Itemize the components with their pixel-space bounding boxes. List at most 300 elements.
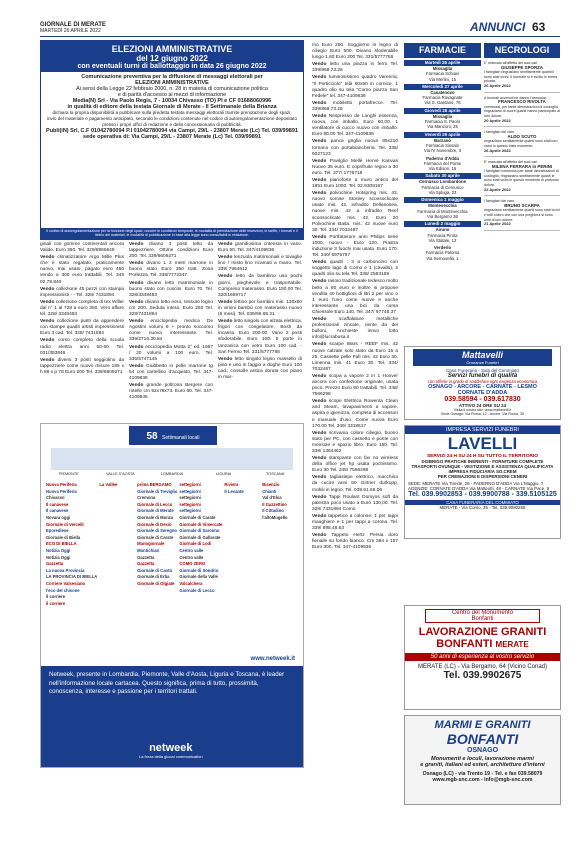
newspaper-logo [224,535,260,542]
lavelli-casa2: MERATE - Via Como, 35 - Tel. 039.9080269 [439,505,526,510]
classified-ad [312,514,398,532]
newspaper-logo [99,489,135,496]
classified-ad-text: lenzuola matrimoniali e tovaglie lino / misto lino ricamati a mano. Tel. 339/ 7964612 [218,255,302,273]
obituary-txt: ringraziano sentitamente quanti sono stati vicini e tutti coloro che con una preghiera si sono uniti al loro dolore. [484,208,560,222]
classified-ad-text: diversi 3 posti seggiolino da tappezziere come nuovo misure 185 x h 89 x p 78 Euro 200 Tel. 339/8609271 [40,357,124,375]
classified-ad-text: scopa a vapore 2 in 1 Hoover ancora con confezione originale, usata poco. Prezzo Euro 90 trattabili. Tel. 348/ 7566298 [312,373,398,398]
newspaper-logo [99,581,135,588]
newspaper-logo: Nuova Periferia [46,488,77,494]
newspaper-logo: Riviera [224,482,239,487]
newspaper-logo: settegiorni [179,508,201,514]
classified-ad-text: divano letto nero, tessuto legno cm 200. Seduta intera. Euro 250 Tel. 328/7431894 [129,299,213,318]
obituary-entry [484,130,560,157]
classified-ad-text: divano 3 posti tetto da tappezziere. Ottime condizioni Euro 200. Tel. 339/8609271 [129,242,214,260]
classified-ad-text: scarpe Wars - REEF mis. 42 nuove calzate solo stato da Euro 15 a 25. Cassette pelle Fafi mis. 42 Euro 30. Limenna mis. 41 Euro 30. Tel. 334/ 7032487 [312,342,398,372]
obituary-txt: ringraziano sentitamente quanti sono stati loro vicini in questo triste momento. [484,139,558,148]
elections-law: Ai sensi della Legge 22 febbraio 2000, n. 28 in materia di comunicazione politica [76,86,268,92]
mattavelli-phone: 039.58594 - 039.617830 [444,396,521,403]
newspaper-logo [99,548,135,555]
classified-ad-text: pianoforte a muro antico del 1851 Euro 1000. Tel. 02.9308167 [312,177,398,190]
newspapers-column [223,482,261,607]
classified-ad [312,75,398,99]
newspaper-logo: Novara oggi [46,514,71,520]
mattavelli-towns2: CORNATE D'ADDA [457,390,508,396]
mattavelli-sub2: Casa Funeraria - Sala del Commiato [445,368,520,373]
elections-company2: in qualità di editore della testata Giornale di Merate - Il Settimanale della Brianza [67,104,277,110]
classified-ad-text: stampante con fax no wireless della office jet hp usata pochissimo. Euro 30 Tel. 348/ 7566298 [312,456,398,474]
newspaper-logo [262,568,298,575]
classified-ad-text: enciclopedia medica De Agostini volumi 8 + pronto soccorso come nuova interessante. Tel. 339/2716.30.84 [129,319,213,343]
classified-ad-keyword: Vendo [312,75,327,81]
newspaper-logo: ECO DI BIELLA [46,541,77,547]
classified-ad [312,317,398,341]
netweek-ad-top [41,424,303,446]
newspaper-logo: Cremona [137,495,156,501]
newspaper-logo [224,594,260,601]
classified-ad-keyword: Vendo [129,299,144,305]
newspaper-logo: Valcalchera [179,580,203,586]
classified-ad [40,300,124,318]
section-header [470,20,560,34]
newspaper-logo: Giornale di Lodi [179,541,212,547]
newspaper-logo [99,561,135,568]
pharmacy-name: Farmacia Rovagnate [422,95,463,101]
classified-ad-text: letto singolo con alzata elettrica, frigori con congelatore, Bosh da incasso. Euro 200-00. Vano 2 posti sfoderabile. Euro 100. 5 porte in tanzanica con vetro Euro 100 cad. - San Fermo Tel. 331/5777788 [218,319,303,355]
pharmacy-entry [404,221,481,243]
lavelli-phone: Tel. 039.9902853 - 039.9900788 - 339.5105125 [408,491,557,498]
pharmacy-name: Farmacia del Ponte [423,160,462,166]
classifieds-column-4 [312,43,398,553]
mattavelli-addr: Sede Osnago: Via Roma, 12 - Arcore: Via Roma, 35 [441,412,524,416]
newspaper-logo [224,515,260,522]
newspaper-logo [99,495,135,502]
newspaper-logo [99,541,135,548]
obituary-name: ALDO SCUTO [507,133,537,139]
classified-ad [312,159,398,177]
classified-ad-text: collezione completa di tex Willer dal n° 1 al 728 a euro 350. Vero affare tel. 328/ 3348493 [40,299,125,318]
pharmacy-place: Verderio [433,245,452,251]
marmi-addr: Osnago (LC) - via Trento 19 - Tel. e fax 039.58079 [422,771,543,777]
newspaper-logo [99,568,135,575]
classified-ad-text: tagliasiepe elettrico, macchina da cucire anni 50 Girtner durkopp, mobili in legno. Tel. 039.61.66.06 [312,475,398,493]
netweek-url[interactable]: www.netweek.it [250,656,295,662]
obituary-entry [484,160,560,196]
bonfanti-headline: LAVORAZIONE GRANITI [418,626,547,638]
newspaper-logo: Giornale di Treviglio [137,488,178,494]
lavelli-l3: TRASPORTI OVUNQUE - VESTIZIONE E ASSISTENZA QUALIFICATA [411,464,554,469]
newspaper-logo: Montichiari [137,547,160,553]
obituary-entry [484,96,560,128]
newspaper-logo: Nuova Periferia [46,482,77,487]
pharmacy-name: Farmacia Sissalo [426,142,459,148]
newspaper-logo: Giornale di Biella [46,534,81,540]
pharmacy-addr: Via Merlini, 15 [428,76,457,82]
netweek-logo-sub: La forza della glocal communication [139,754,203,759]
pharmacy-date: Giovedì 28 aprile [404,108,481,114]
newspaper-logo: Giornale di Seregno [137,528,177,534]
lavelli-ad [404,425,561,539]
classified-ad [129,300,213,318]
classified-ad-keyword: Vendo [129,344,144,350]
classified-ad-text: collezione 45 pezzi con stampa impressionisti - - Tel. 328/ 7431894 [40,286,124,298]
pharmacy-place: Missaglia [432,113,453,119]
classified-ad-text: Portfatasore anni Philips serie 1000, nuovo - Euro 120. Piastra induzione 3 fuochi mai usata. Euro 170. Tel. 340/ 6975767 [312,234,398,259]
classifieds-column-3 [218,242,302,382]
elections-law2: e di parità d'accesso ai mezzi di informazione [117,92,227,98]
classified-ad [129,383,213,401]
pharmacy-entry [404,60,481,82]
newspaper-logo [224,555,260,562]
newspapers-column [98,482,136,607]
classified-ad-text: ginali con gomme continentali ancora Valide. Euro 350. Tel. 329/8866648 [40,242,124,254]
obituary-pre: I famigliari del caro [484,199,515,204]
classified-ad-keyword: Vendo [312,494,327,500]
newspaper-logo: settegiorni [179,495,201,501]
pharmacy-date: Mercoledì 27 aprile [404,84,481,90]
classified-ad [312,279,398,316]
elections-body [41,72,303,142]
newspaper-logo: Gazzetta [137,561,155,567]
weeklies-count: 58 [146,431,158,442]
classified-ad-text: luminosissimo quadro Varenna, "Il Porticciolo" telà 60x90 in cornice. 1 quadro olio su tela "Como piazza San Fedele" tel. 347-4109836 [312,75,398,99]
classified-ad [312,139,398,157]
marmi-brand: BONFANTI [446,731,519,747]
newspaper-logo: Notizia Oggi [46,547,71,553]
newspaper-logo: Val d'Elsa [262,495,282,501]
lavelli-casa: CASA FUNERARIA DEL COMMIATO [405,500,560,505]
newspaper-logo [99,594,135,601]
newspaper-logo: Il Cittadino [262,508,284,514]
paper-name: GIORNALE DI MERATE [40,22,106,28]
region-label: LOMBARDIA [160,472,184,476]
newspaper-logo: Giornale di Monza [137,514,174,520]
marmi-desc2: e graniti, italiani ed esteri, architetture d'interni [420,762,545,768]
pharmacy-name: Farmacia di Cernusco [421,184,464,190]
classified-ad-keyword: Vendo [40,255,55,261]
elections-pub: Publi(iN) Srl, C.F 01042780094 P.I 01042780094 via Campi, 29/L - 23807 Merate (Lc) Tel. 039/99891 [46,128,298,134]
pharmacy-place: Airuno [435,227,450,233]
newspapers-column [261,482,299,607]
newspaper-logo: Il Gazzettino [262,501,287,507]
classified-ad [129,345,213,363]
newspaper-logo: Corriere Valsesiano [46,580,86,586]
classified-ad-text: Pavilglio Mellè Hervé Kanvas Nuove 35 euro. E coprifruite regno a 30 euro. Tel. 377/ 1776718 [312,158,398,176]
newspaper-logo: LA PROVINCIA DI BIELLA [46,574,98,580]
regions-row [43,472,301,480]
newspaper-logo [262,594,298,601]
newspaper-logo: settegiorni [179,482,201,487]
classified-ad-keyword: Vendo [40,338,55,344]
classified-ad-text: letto da bambino usa pochi giorni, pieghevole e trasportabile. Compreso materasso. Euro 150,00 Tel. 320/1669717 [218,274,302,298]
classified-ad [129,261,213,279]
newspaper-logo [99,535,135,542]
classified-ad-text: mobiletto portafrecce. Tel. 339/868.73.26 [312,100,398,112]
newspaper-logo [262,601,298,608]
classified-ad [40,319,124,337]
pharmacy-entry [404,156,481,172]
newspaper-logo [99,502,135,509]
pharmacy-addr: Via S. Gaetano, 76 [424,100,461,106]
newspaper-logo [262,574,298,581]
newspaper-logo: Il canavese [46,501,69,507]
classified-ad-text: panca griglia nuova 85x210 tornano con portabiancheria. Tel. 335/ 6027123 [312,139,398,157]
newspaper-logo: Gazzetta [46,561,64,567]
pharmacy-entry [404,173,481,195]
newspaper-logo [262,528,298,535]
elections-company: Media(N) Srl - Via Paolo Regis, 7 - 10034 Chivasso (TO) PI e CF 01688060996 [72,98,272,104]
newspaper-logo: Giornale di Carate [179,514,216,520]
classified-ad [312,475,398,493]
newspaper-logo [99,601,135,608]
netweek-ad [40,423,304,768]
elections-ballot: con eventuali turni di ballottaggio in data 26 giugno 2022 [77,63,267,70]
newspaper-logo: Giornale di Sondrio [179,567,219,573]
classified-ad [312,260,398,278]
pharmacy-place: Montevecchia [428,203,457,209]
classified-ad [312,235,398,259]
newspaper-logo: La Vallée [99,482,118,487]
netweek-blue-panel [41,666,303,767]
classified-ad-keyword: Vendo [40,357,55,363]
bonfanti-city: MERATE [495,640,529,649]
elections-text3: presso i propri uffici di redazione e della concessionaria di pubblicità: [102,122,242,127]
classified-ad-keyword: Vendo [312,317,327,323]
classified-ad-keyword: Vendo [312,399,327,405]
pharmacy-addr: Via Sernovella, 1 [426,255,459,261]
elections-comm: Comunicazione preventiva per la diffusione di messaggi elettorali per [81,74,263,80]
bonfanti-years: 50 anni di esperienza al vostro servizio [405,653,560,661]
newspaper-logo: settegiorni [179,488,201,494]
newspaper-logo: Giornale di Erba [137,574,170,580]
newspaper-logo [224,574,260,581]
newspapers-column [178,482,223,607]
mattavelli-sub: Onoranze Funebri [466,360,499,365]
bonfanti-top: Centro del Monumento [451,610,514,616]
obituary-date: 22 Aprile 2022 [484,186,511,192]
classified-ad [40,255,124,285]
obituary-date: 26 Aprile 2022 [484,147,511,153]
classified-ad-text: Nespresso de Longhi essenza, nuova, con imballo. Euro 60,00. 1 ventilatore di cucco nuovo con imballo. Euro 80,00 Tel. 347-4109836 [312,114,398,138]
classified-ad-keyword: Vendo [40,286,55,292]
newspaper-logo [224,528,260,535]
classified-ad [312,191,398,234]
weeklies-label: Settimanali locali [162,435,200,441]
elections-header [41,41,303,72]
pharmacy-addr: Via Bergamo 36 [427,213,458,219]
classified-ad-keyword: Vendo [218,242,233,247]
obituary-txt: I famigliari commossi per tante dimostrazioni di cordoglio, ringraziano sentitamente quanti le sono stati vicini in questo momento di profondo dolore. [484,169,559,188]
classified-ad [218,300,302,318]
issue-date: MARTEDÌ 26 APRILE 2022 [40,28,101,34]
section-title: ANNUNCI [470,20,526,34]
bonfanti-brand: BONFANTI [436,638,493,650]
pharmacy-date: Lunedì 2 maggio [404,221,481,227]
newspaper-logo: Giornale di Merate [137,508,174,514]
classified-ad-text: Giubbetto in pelle marrone tg 54 con cartellino d'acquisto. Tel. 347-4109836 [129,363,213,381]
classified-ad [312,495,398,513]
classified-ad-text: Tappi Roulant Domyos soft da palestra poco usato a Euro 130,00. Tel. 328/ 7431894 Como [312,494,398,512]
marmi-title: MARMI E GRANITI [434,719,531,731]
newspaper-logo: COMO ZERO [179,561,206,567]
newspaper-logo [224,601,260,608]
region-label: VALLE D'AOSTA [106,472,135,476]
classified-ad-text: scaffalature metalliche professionali zincate, riente da dei bulloni, Anchieste innvo lotto info@lucrabusa.it [312,317,398,341]
newspaper-logo: Centro valle [179,554,204,560]
classified-ad-keyword: Vendo [312,158,327,164]
classified-ad [218,242,302,254]
classified-ad-keyword: Vendo [312,279,327,285]
obituaries-list [484,61,560,231]
marmi-web[interactable]: www.mgb-snc.com - info@mgb-snc.com [432,777,533,783]
newspaper-logo [262,561,298,568]
classified-ad-keyword: Vendo [129,280,144,286]
pharmacy-date: Martedì 26 aprile [404,60,481,66]
classified-ad [218,319,302,356]
classified-ad-keyword: Vendo [312,191,327,197]
pharmacy-place: Paderno d'Adda [426,155,459,161]
newspaper-logo: Chianti [262,488,277,494]
elections-notice [40,40,304,240]
obituary-date: 20 Aprile 2022 [484,117,511,123]
elections-text1: dichiara la propria disponibilità a pubblicare sulla predetta testata messaggi elettorali tramite prenotazione degli spazi, [52,110,292,115]
classified-ad-keyword: Vendo [40,299,55,305]
obituary-pre: E' mancato all'affetto dei suoi cari [484,61,538,65]
classified-ad-text: scrivania colore ciliegio, buono stato per PC, con cassetto e ponte con mensole e spazio libro. Euro 150. Tel. 338/ 1364462 [312,430,399,454]
newspaper-logo [99,555,135,562]
lavelli-brand: LAVELLI [447,434,518,453]
classified-ad-text: quadri : 3 a carboncino con soggetto lago di Como e 1 (cavallo), 2 quadri olio su tela Tel. 338/ 2583169 [312,260,398,278]
classified-ad [129,319,213,343]
classified-ad [129,242,213,260]
newspaper-logo: il corriere [46,594,66,600]
newspapers-column [136,482,178,607]
classified-ad [312,342,398,372]
classified-ad [312,43,398,61]
classified-ad-text: enciclopedia Motta 2° ed. 1957 / 20 volumi a 100 euro. Tel. 335/5747145 [129,344,213,362]
pharmacy-name: Farmacia Schiavi [426,71,459,77]
classifieds-column-2 [129,242,213,402]
obituary-pre: E' mancata all'affetto dei suoi cari [484,160,538,165]
newspaper-logo: prima BERGAMO [137,482,172,487]
newspaper-logo: l'altoMugello [262,514,288,520]
pharmacy-addr: Via Edison, 16 [428,166,457,172]
newspaper-logo [262,588,298,595]
newspaper-logo [224,561,260,568]
mattavelli-brand: Mattavelli [461,350,503,360]
newspaper-logo: Manogiornale [137,541,165,547]
pharmacy-name: Farmacia Paloma [425,250,460,256]
newspaper-logo [262,535,298,542]
classified-ad-keyword: Vendo [129,383,144,389]
pharmacy-place: Barzanò [434,137,451,143]
netweek-logo-text: netweek [149,742,193,754]
pharmacy-date: Domenica 1 maggio [404,197,481,203]
classified-ad-text: corso completo della scuola radio elettra anni 50-60 Tel. 031/353846 [40,338,124,356]
lavelli-l4: IMPRESA FIDUCIARIA SO.CREM [448,469,517,474]
masthead [40,22,300,34]
classified-ad [218,357,302,381]
region-label: PIEMONTE [58,472,79,476]
newspaper-logo: Giornale di Carate [137,534,174,540]
classified-ad [40,242,124,254]
newspaper-logo [224,502,260,509]
classified-ad-keyword: Vendo [312,430,327,436]
newspaper-logo: settegiorni [179,501,201,507]
classified-ad-text: divano L 2 metri marrone in buono stato Euro 350 tratt. Zona Porlezza. Tel. 338/7772347 [129,261,213,279]
marmi-ad [404,715,561,805]
classified-ad [129,364,213,382]
classified-ad [312,101,398,113]
lavelli-sede: SEDE: MERATE Via Trieste, 28 - PADERNO D'ADDA Via L'Maggio, 7 [408,481,544,486]
classified-ad [312,374,398,398]
mattavelli-towns: OSNAGO - ARCORE - CARNATE - LESMO [428,384,537,390]
obituary-name: BRUNO SCARPA [504,202,540,208]
classified-ad [40,338,124,356]
newspaper-logo: Il Levante [224,488,244,494]
classified-ad [312,533,398,551]
newspaper-logo: Chivasso [46,495,65,501]
newspaper-logo [224,522,260,529]
classified-ad-keyword: Vendo [129,242,144,247]
newspaper-logo: Giornale della Valle [179,574,218,580]
newspaper-logo [262,555,298,562]
classified-ad-keyword: Vendo [40,319,55,325]
classified-ad-keyword: Vendo [312,139,327,145]
newspaper-logo [99,588,135,595]
newspapers-grid [45,482,299,607]
newspaper-logo [224,588,260,595]
obituary-pre: A funerali avvenuti ne danno l'annuncio [484,95,547,100]
newspaper-logo [224,581,260,588]
classified-ad-text: collezione piatti da appendere con stampe quadri artisti impressionisti Euro 3 cad. Tel. 328/ 7431894 [40,319,124,337]
newspaper-logo: Bisenzio [262,482,280,487]
classified-ad [40,358,124,376]
pharmacy-date: Sabato 30 aprile [404,173,481,179]
lavelli-l5: PER CREMAZIONI E DISPERSIONI CENERI [437,474,528,479]
classified-ad-keyword: Vendo [218,356,233,362]
classified-ad-keyword: Vendo [312,533,327,539]
newspaper-logo [224,541,260,548]
classified-ad-keyword: Vendo [312,456,327,462]
classified-ad-text: grandiosima cntensia in vaso. Euro 50. Tel. 347/4109836 [218,242,302,254]
newspaper-logo: Il canavese [46,508,69,514]
newspaper-logo [224,508,260,515]
pharmacies-title: FARMACIE [404,43,481,58]
obituaries-title: NECROLOGI [484,43,560,58]
classified-ad-text: letto singolo legno massello di pino e uno in faggio a doghe Euro 100 cad.; consulle antica dorata con piano in mar- [218,356,302,380]
newspaper-logo: il corriere [46,600,66,606]
pharmacy-place: Casatenovo [430,89,455,95]
newspaper-logo: Giornale di Desio [137,521,172,527]
pharmacy-entry [404,84,481,106]
classified-ad-keyword: Vendo [218,274,233,280]
classified-ad-keyword: Vendo [312,260,327,266]
obituary-txt: commossi, per tante dimostrazioni di cordoglio, ringraziano di cuore quanti hanno partecipato al loro dolore. [484,104,560,118]
classified-ad-keyword: Vendo [129,319,144,325]
classified-ad-keyword: Vendo [312,373,327,379]
classified-ad-text: tappetice a colonne: 1 per tappi maughiere e 1 per tappi a corona. Tel. 339/ 898.48.63 [312,513,398,532]
netweek-text: Netweek, presente in Lombardia, Piemonte, Valle d'Aosta, Liguria e Toscana, è leader nell'informazione locale cartacea. Questo significa, prima di tutto, prossimità, conoscenza, interesse e passione per i territori trattati. [49,671,285,696]
region-label: TOSCANA [266,472,285,476]
pharmacy-addr: Via Spluga, 23 [428,190,457,196]
elections-text2: invio del materiale e pagamento anticipato, secondo le condizioni contenute nel codice di autoregolamentazione depositato [46,116,298,121]
elections-footer: Il codice di autoregolamentazione per la fruizione degli spazi, nonché le condizioni temporali, le modalità di prenotazione delle inserzioni, le tariffe, i formati e il listino dei materiali, le modalità di pubblicazione in base alla legge sono consultabili in redazione. [41,228,303,239]
obituary-entry [484,199,560,231]
marmi-desc1: Monumenti e loculi, lavorazione marmi [431,756,534,762]
classified-ad-text: polvochine Hotspring mis. 43, nuovo sorose Stonley sconsoclicate usate mis. 42, infradito Dellanosea, nuove mis. 42 a infradito Reef sconsoclicate mis. 42. Euro 20 Polvochine Baita. mis. 42 nuove euro 30. Tel. 334/ 7032487 [312,191,398,233]
lavelli-l1: SERVIZI 24 H SU 24 H SU TUTTO IL TERRITORIO [426,454,539,459]
newspaper-logo [224,548,260,555]
